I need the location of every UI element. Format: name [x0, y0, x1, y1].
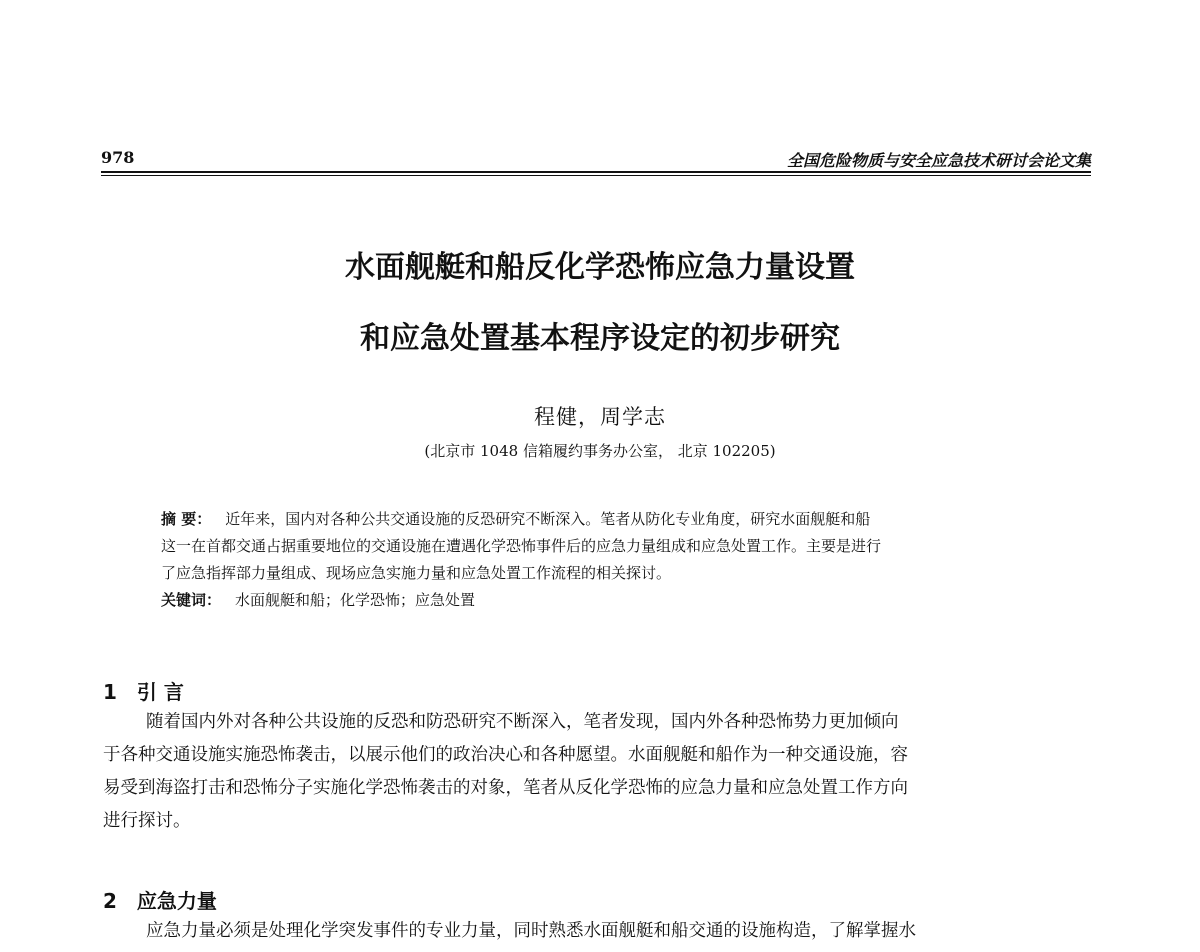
abstract-line	[161, 506, 1051, 533]
abstract-line: 这一在首都交通占据重要地位的交通设施在遭遇化学恐怖事件后的应急力量组成和应急处置工作。主要是进行	[161, 537, 882, 555]
body-line: 易受到海盗打击和恐怖分子实施化学恐怖袭击的对象，笔者从反化学恐怖的应急力量和应急处置工作方向	[103, 778, 908, 798]
header-rule-thin	[101, 175, 1091, 176]
section-title: 应急力量	[136, 889, 217, 913]
affiliation: (北京市 1048 信箱履约事务办公室， 北京 102205)	[424, 442, 776, 460]
abstract	[161, 506, 1051, 614]
journal-title: 全国危险物质与安全应急技术研讨会论文集	[786, 151, 1091, 170]
keywords-text: 水面舰艇和船；化学恐怖；应急处置	[235, 591, 476, 609]
header-rule-thick	[101, 171, 1091, 173]
body-line: 于各种交通设施实施恐怖袭击，以展示他们的政治决心和各种愿望。水面舰艇和船作为一种交通设施，容	[103, 745, 908, 765]
body-line: 应急力量必须是处理化学突发事件的专业力量，同时熟悉水面舰艇和船交通的设施构造，了解掌握水	[146, 921, 916, 941]
paper-title-line-1: 水面舰艇和船反化学恐怖应急力量设置	[345, 250, 855, 285]
keywords-label: 关键词：	[161, 591, 222, 609]
section-title: 引 言	[136, 680, 184, 704]
section-number: 2	[103, 889, 117, 913]
abstract-line: 了应急指挥部力量组成、现场应急实施力量和应急处置工作流程的相关探讨。	[161, 564, 672, 582]
section-1-body	[103, 706, 1090, 838]
running-header	[101, 148, 1091, 178]
section-heading-1	[103, 676, 184, 705]
body-line: 随着国内外对各种公共设施的反恐和防恐研究不断深入，笔者发现，国内外各种恐怖势力更加倾向	[146, 712, 899, 732]
abstract-text: 近年来，国内对各种公共交通设施的反恐研究不断深入。笔者从防化专业角度，研究水面舰艇和船	[225, 510, 871, 528]
abstract-label: 摘 要：	[161, 510, 212, 528]
page-number: 978	[101, 148, 135, 167]
section-heading-2	[103, 885, 217, 914]
paper-title-line-2: 和应急处置基本程序设定的初步研究	[360, 321, 840, 356]
section-2-body	[103, 915, 1090, 948]
keywords-line	[161, 587, 1051, 614]
authors: 程健，周学志	[534, 405, 666, 429]
body-line: 进行探讨。	[103, 811, 191, 831]
section-number: 1	[103, 680, 117, 704]
